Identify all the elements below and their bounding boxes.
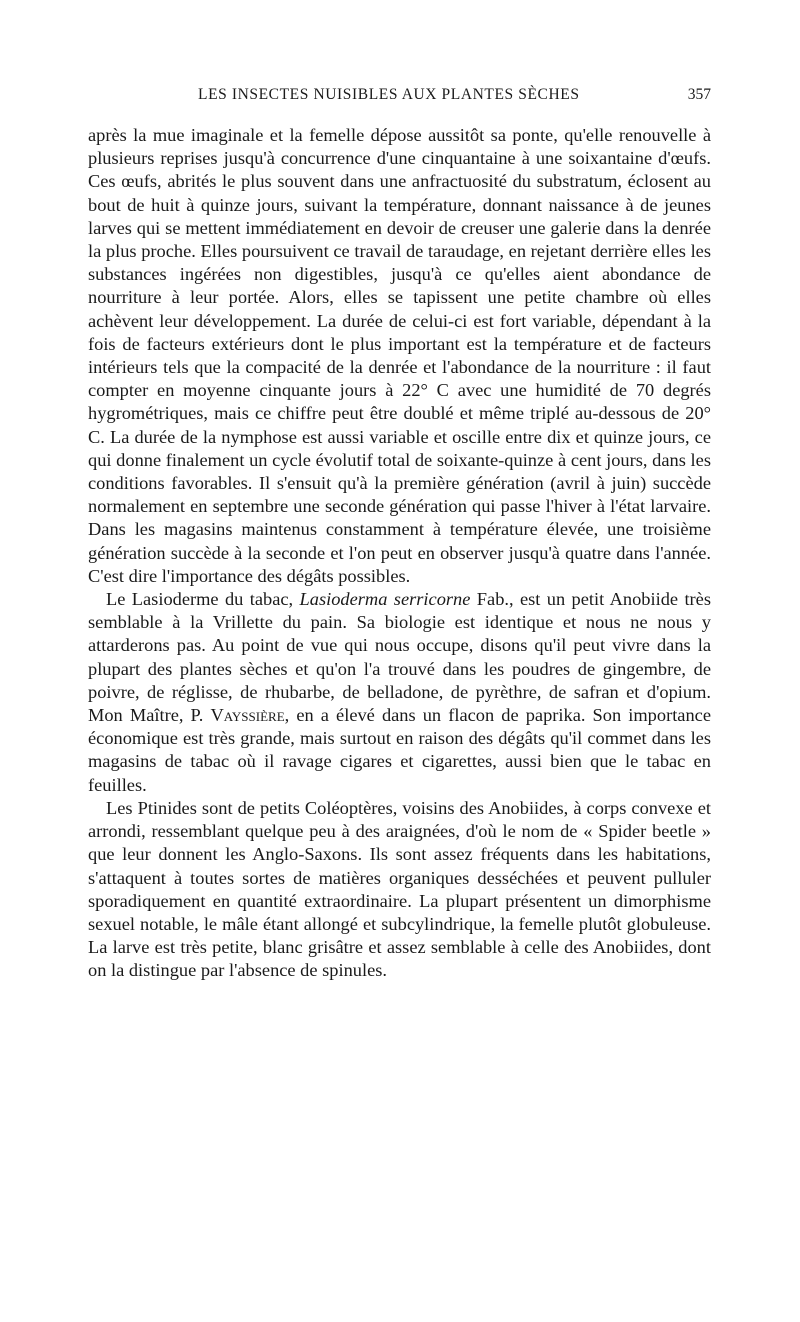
author-name: Vayssière: [210, 705, 285, 726]
page-number: 357: [687, 86, 711, 103]
paragraph-text: Fab., est un petit Anobiide très semblable à la Vrillette du pain. Sa biologie est identique et nous ne nous y attarderons pas. Au point de vue qui nous occupe, disons qu'il peut vivre dans la plupart des plantes sèches et qu'on l'a trouvé dans les poudres de gingembre, de poivre, de réglisse, de rhubarbe, de belladone, de pyrèthre, de safran et d'opium. Mon Maître, P.: [88, 589, 711, 726]
species-name: Lasioderma serricorne: [299, 589, 471, 610]
paragraph-lasioderma: [88, 588, 711, 797]
paragraph-text: Le Lasioderme du tabac,: [106, 589, 300, 610]
paragraph-ptinides: Les Ptinides sont de petits Coléoptères, voisins des Anobiides, à corps convexe et arrondi, ressemblant quelque peu à des araignées, d'où le nom de « Spider beetle » que leur donnent les Anglo-Saxons. Ils sont assez fréquents dans les habitations, s'attaquent à toutes sortes de matières organiques desséchées et peuvent pulluler sporadiquement en quantité extraordinaire. La plupart présentent un dimorphisme sexuel notable, le mâle étant allongé et subcylindrique, la femelle plutôt globuleuse. La larve est très petite, blanc grisâtre et assez semblable à celle des Anobiides, dont on la distingue par l'absence de spinules.: [88, 797, 711, 981]
body-text: [88, 124, 711, 983]
running-head-title: LES INSECTES NUISIBLES AUX PLANTES SÈCHES: [198, 86, 580, 103]
paragraph-continued: après la mue imaginale et la femelle dépose aussitôt sa ponte, qu'elle renouvelle à plusieurs reprises jusqu'à concurrence d'une cinquantaine à une soixantaine d'œufs. Ces œufs, abrités le plus souvent dans une anfractuosité du substratum, éclosent au bout de huit à quinze jours, suivant la température, donnant naissance à de jeunes larves qui se mettent immédiatement en devoir de creuser une galerie dans la denrée la plus proche. Elles poursuivent ce travail de taraudage, en rejetant derrière elles les substances ingérées non digestibles, jusqu'à ce qu'elles aient abondance de nourriture à leur portée. Alors, elles se tapissent une petite chambre où elles achèvent leur développement. La durée de celui-ci est fort variable, dépendant à la fois de facteurs extérieurs dont le plus important est la température et de facteurs intérieurs tels que la compacité de la denrée et l'abondance de la nourriture : il faut compter en moyenne cinquante jours à 22° C avec une humidité de 70 degrés hygrométriques, mais ce chiffre peut être doublé et même triplé au-dessous de 20° C. La durée de la nymphose est aussi variable et oscille entre dix et quinze jours, ce qui donne finalement un cycle évolutif total de soixante-quinze à cent jours, dans les conditions favorables. Il s'ensuit qu'à la première génération (avril à juin) succède normalement en septembre une seconde génération qui passe l'hiver à l'état larvaire. Dans les magasins maintenus constamment à température élevée, une troisième génération succède à la seconde et l'on peut en observer jusqu'à quatre dans l'année. C'est dire l'importance des dégâts possibles.: [88, 125, 711, 586]
running-head: [88, 86, 711, 112]
paragraph-text: , en a élevé dans un flacon de paprika. Son importance économique est très grande, mais surtout en raison des dégâts qu'il commet dans les magasins de tabac où il ravage cigares et cigarettes, aussi bien que le tabac en feuilles.: [88, 705, 711, 795]
